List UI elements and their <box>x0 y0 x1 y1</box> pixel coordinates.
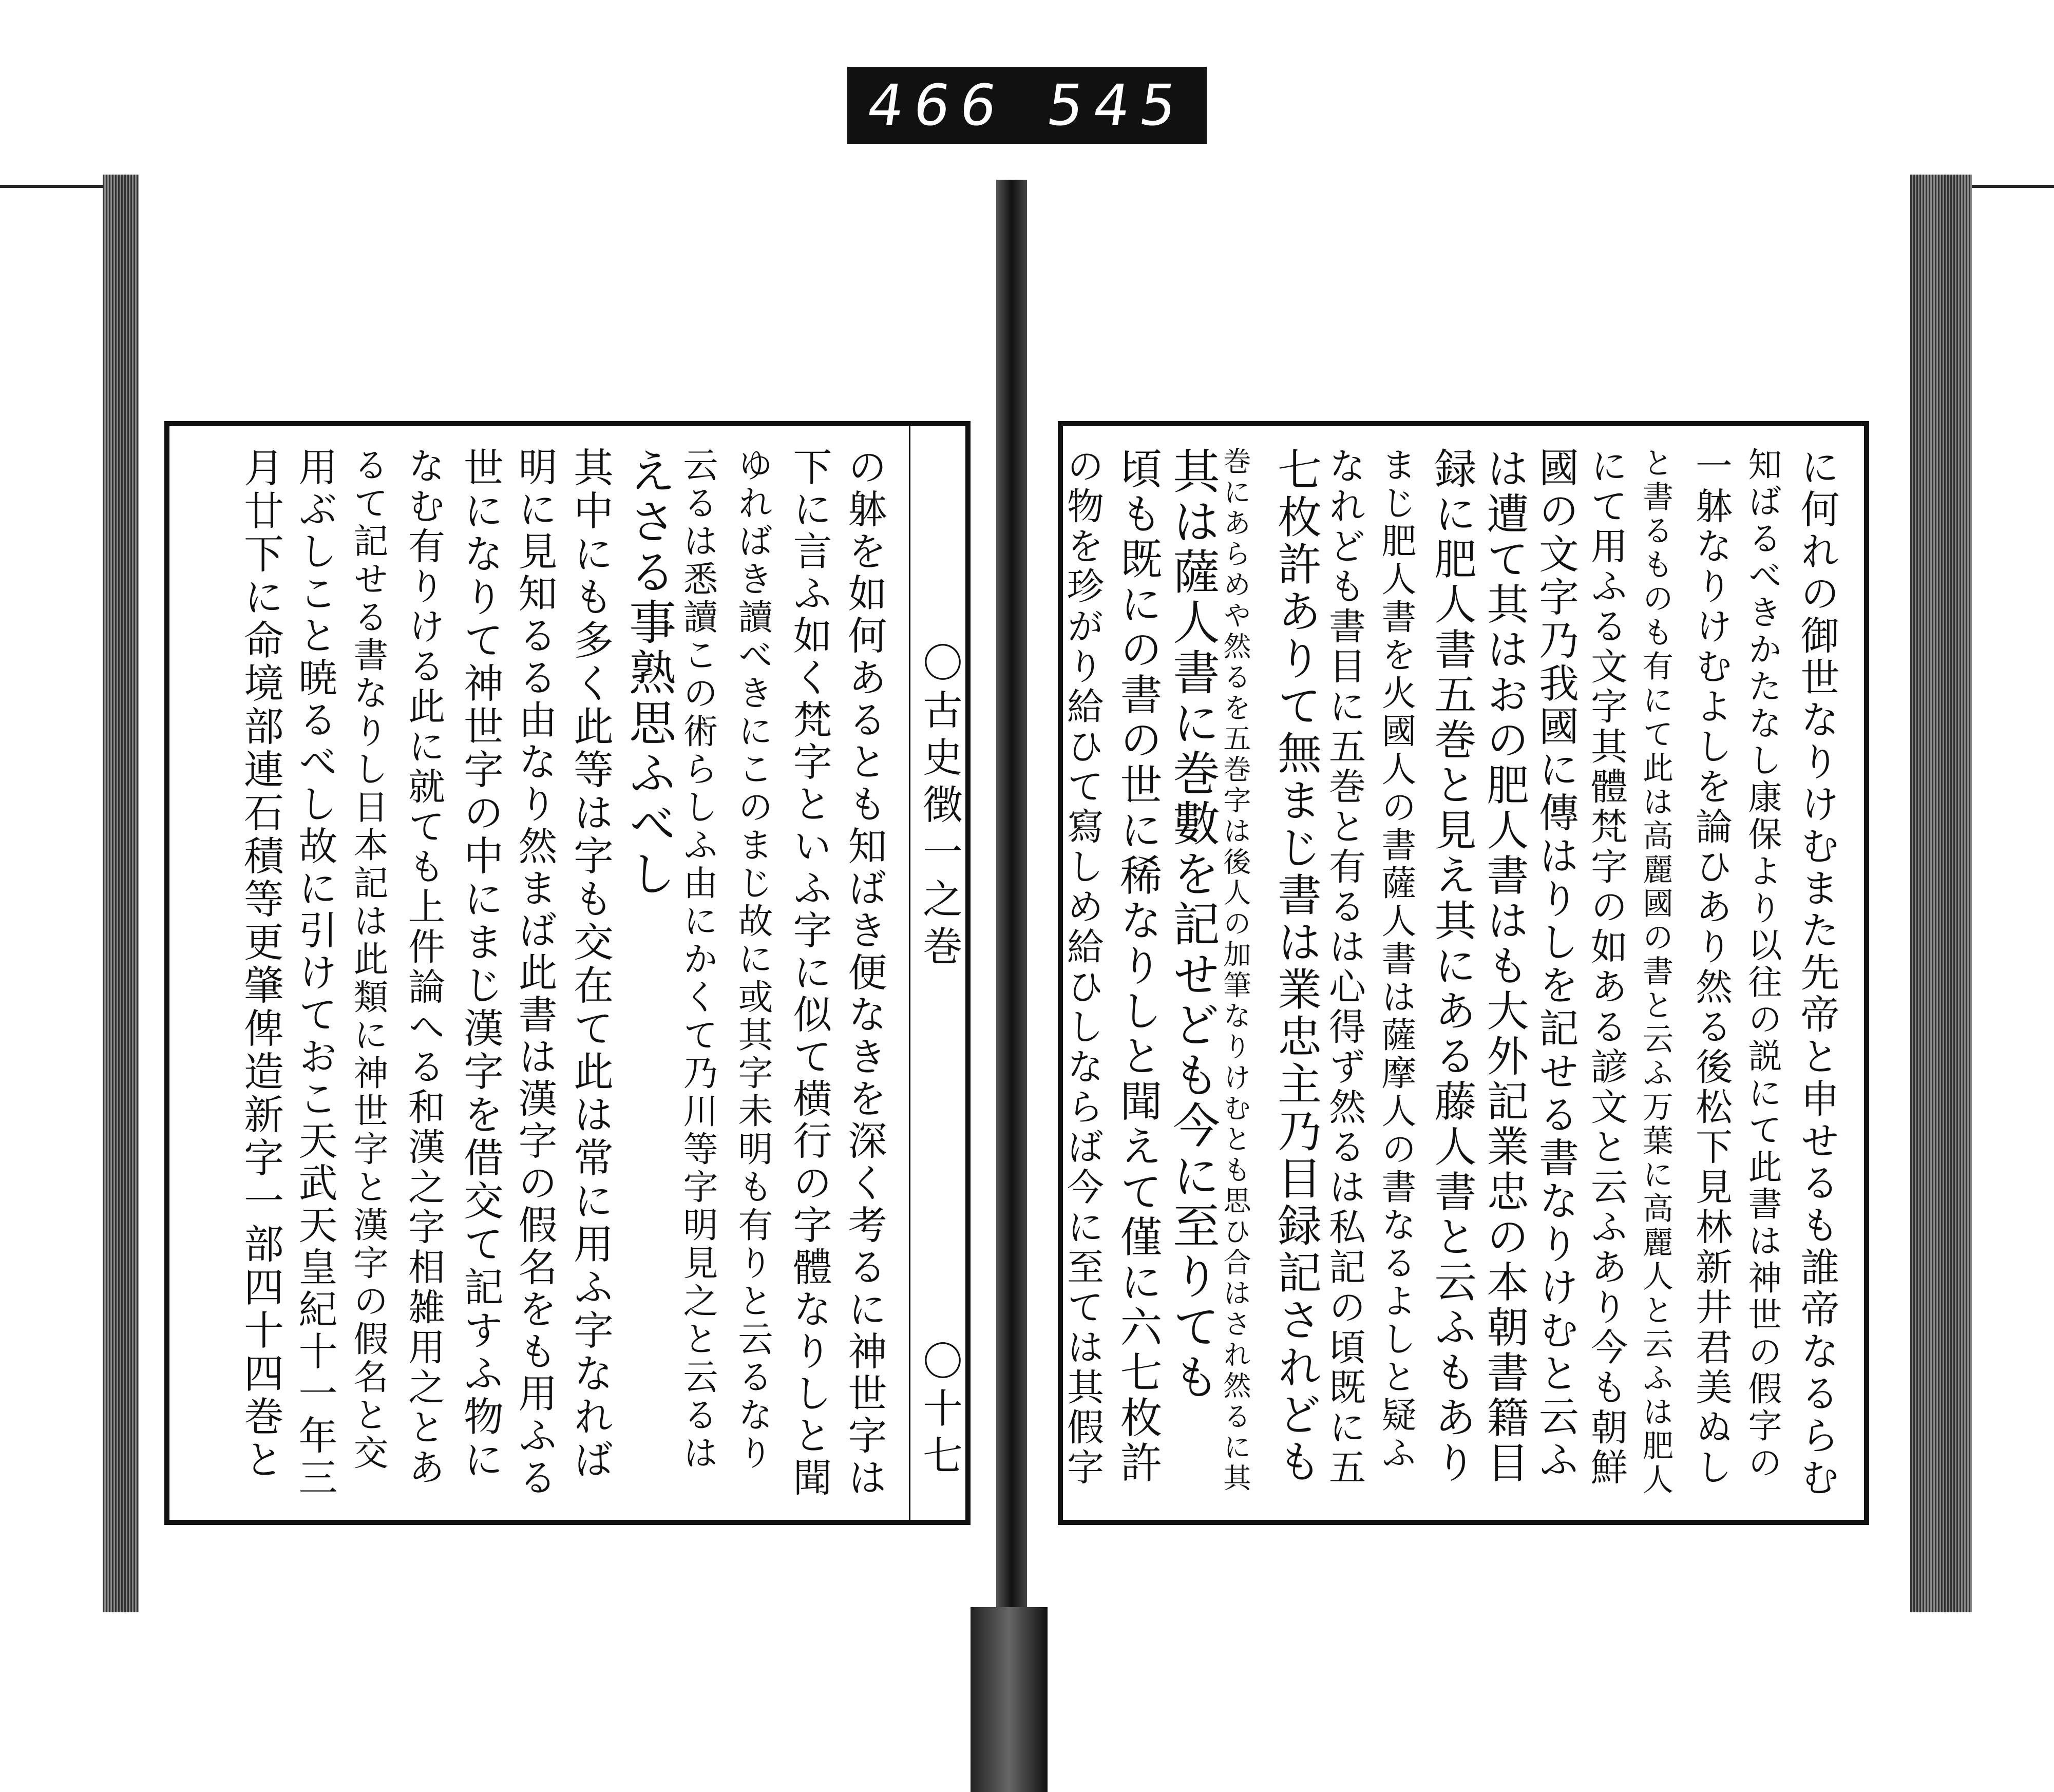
text-column: 七枚許ありて無まじ書は業忠主乃目録記されども <box>1270 447 1321 1486</box>
left-page-edges <box>103 175 144 1612</box>
left-page-text-frame <box>164 421 971 1525</box>
text-column: ゆればき讀べきにこのまじ故に或其字未明も有りと云るなり <box>732 447 773 1473</box>
text-column: なむ有りける此に就ても上件論へる和漢之字相雑用之とあ <box>402 447 445 1488</box>
label-left-number: 466 <box>863 72 1011 138</box>
text-column: 一躰なりけむよしを論ひあり然る後松下見林新井君美ぬし <box>1689 447 1733 1488</box>
text-column: の躰を如何あるとも知ばき便なきを深く考るに神世字は <box>842 447 887 1499</box>
text-column: にて用ふる文字其體梵字の如ある諺文と云ふあり今も朝鮮 <box>1585 447 1628 1488</box>
text-column: なれども書目に五巻と有るは心得ず然るは私記の頃既に五 <box>1323 447 1366 1488</box>
text-column: の物を珍がり給ひて寫しめ給ひしならば今に至ては其假字 <box>1061 447 1104 1488</box>
text-column: 明に見知るる由なり然まば此書は漢字の假名をも用ふる <box>512 447 558 1499</box>
text-column: 知ばるべきかたなし康保より以往の説にて此書は神世の假字の <box>1742 447 1782 1482</box>
page-number: 〇十七 <box>916 1340 962 1482</box>
right-page-text-frame <box>1058 421 1869 1525</box>
text-column: 録に肥人書五巻と見え其にある藤人書と云ふもあり <box>1428 447 1476 1486</box>
margin-divider <box>909 426 910 1520</box>
text-column: 用ぶしこと暁るべし故に引けておこ天武天皇紀十一年三 <box>292 447 338 1499</box>
text-column: 云るは悉讀この術らしふ由にかくて乃川等字明見之と云るは <box>677 447 718 1473</box>
label-right-number: 545 <box>1043 72 1191 138</box>
text-column: 國の文字乃我國に傳はりしを記せる書なりけむと云ふ <box>1532 447 1578 1482</box>
text-column: 頃も既にの書の世に稀なりしと聞えて僅に六七枚許 <box>1113 447 1162 1486</box>
text-column: に何れの御世なりけむまた先帝と申せるも誰帝なるらむ <box>1794 447 1840 1499</box>
text-column: 巻にあらめや然るを五巻字は後人の加筆なりけむとも思ひ合はされ然るに其 <box>1219 447 1251 1494</box>
text-column: えさる事熟思ふべし <box>621 447 676 900</box>
text-column: は遭て其はおの肥人書はも大外記業忠の本朝書籍目 <box>1480 447 1529 1486</box>
text-column: 其中にも多く此等は字も交在て此は常に用ふ字なれば <box>567 447 613 1482</box>
text-column: 世になりて神世字の中にまじ漢字を借交て記すふ物に <box>457 447 503 1482</box>
text-column: 月廿下に命境部連石積等更肇俾造新字一部四十四巻と <box>237 447 283 1482</box>
book-spine <box>996 180 1027 1617</box>
right-page-edges <box>1910 175 1972 1612</box>
catalog-number-label <box>847 67 1207 144</box>
text-column: まじ肥人書を火國人の書薩人書は薩摩人の書なるよしと疑ふ <box>1376 447 1416 1473</box>
text-column: 其は薩人書に巻數を記せども今に至りても <box>1165 447 1220 1403</box>
text-column: 下に言ふ如く梵字といふ字に似て横行の字體なりしと聞 <box>787 447 832 1499</box>
spine-binding <box>971 1607 1048 1792</box>
text-column: るて記せる書なりし日本記は此類に神世字と漢字の假名と交 <box>348 447 388 1473</box>
text-column: と書るものも有にて此は高麗國の書と云ふ万葉に高麗人と云ふは肥人 <box>1638 447 1673 1497</box>
margin-title: 〇古史徴一之巻 <box>916 642 962 973</box>
